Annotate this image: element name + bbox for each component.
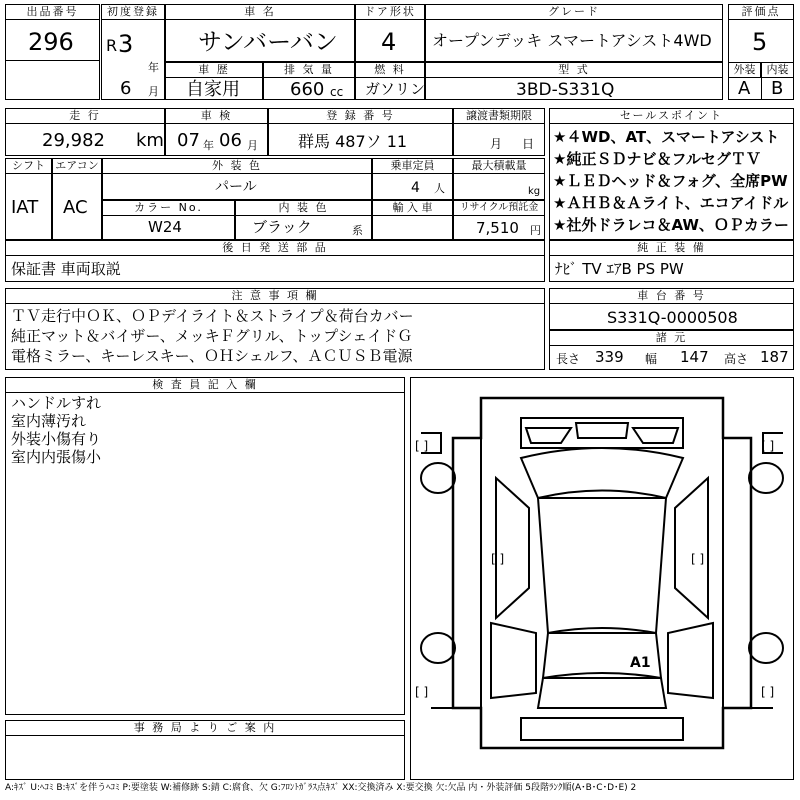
car-name: サンバーバン	[198, 28, 338, 56]
height-label: 高さ	[724, 352, 749, 366]
inspector-note-2: 室内薄汚れ	[11, 412, 87, 430]
history-label: 車 歴	[165, 62, 263, 78]
mileage-label: 走 行	[5, 108, 165, 124]
vehicle-diagram	[411, 378, 793, 779]
divider	[761, 78, 762, 100]
insp-year: 07	[177, 130, 200, 151]
width: 147	[680, 348, 709, 366]
sales-points-label: セールスポイント	[549, 108, 794, 124]
recycle-fee: 7,510	[476, 219, 519, 237]
deadline-month-unit: 月	[490, 137, 503, 151]
note-line-1: ＴＶ走行中ＯＫ、ＯＰデイライト＆ストライプ＆荷台カバー	[11, 307, 414, 325]
score-label: 評価点	[728, 4, 794, 20]
first-reg-label: 初度登録	[101, 4, 165, 20]
length: 339	[595, 348, 624, 366]
color-no-label: カラー No.	[102, 200, 235, 216]
capacity: 4	[411, 180, 420, 196]
dimensions-label: 諸 元	[549, 330, 794, 346]
grade-label: グレード	[425, 4, 723, 20]
aircon-label: エアコン	[52, 158, 102, 174]
displacement: 660	[290, 79, 325, 100]
note-line-3: 電格ミラー、キーレスキー、ＯＨシェルフ、ＡＣＵＳＢ電源	[11, 347, 413, 365]
note-line-2: 純正マット＆バイザー、メッキＦグリル、トップシェイドＧ	[11, 327, 413, 345]
score-value: 5	[752, 28, 768, 56]
km-unit: km	[136, 130, 164, 151]
later-docs: 保証書 車両取説	[11, 260, 121, 278]
svg-text:[ ]: [ ]	[761, 439, 775, 453]
office-notice-label: 事 務 局 よ り ご 案 内	[5, 720, 405, 736]
damage-legend: A:ｷｽﾞ U:ﾍｺﾐ B:ｷｽﾞを伴うﾍｺﾐ P:要塗装 W:補修跡 S:錆 C:腐食、欠 G:ﾌﾛﾝﾄｶﾞﾗｽ点ｷｽﾞ XX:交換済み X:要交換 欠:欠品 内・外装評価 5段階ﾗﾝｸ順(A･B･C･D･E) 2	[5, 783, 637, 793]
svg-text:[ ]: [ ]	[761, 685, 775, 699]
shift-label: シフト	[5, 158, 52, 174]
standard-equip: ﾅﾋﾞ TV ｴｱB PS PW	[555, 260, 684, 278]
mileage: 29,982	[42, 130, 105, 151]
history: 自家用	[186, 79, 240, 100]
yen-unit: 円	[530, 224, 541, 237]
deadline-day-unit: 日	[522, 137, 535, 151]
model: 3BD-S331Q	[516, 80, 615, 100]
int-color-label: 内 装 色	[235, 200, 372, 216]
fuel: ガソリン	[365, 80, 426, 98]
max-load-label: 最大積載量	[453, 158, 545, 174]
sales-point-4: ★ＡＨＢ＆Ａライト、エコアイドル	[553, 194, 789, 212]
sales-point-1: ★４WD、AT、スマートアシスト	[553, 128, 780, 146]
inspector-label: 検 査 員 記 入 欄	[5, 377, 405, 393]
inspector-note-1: ハンドルすれ	[11, 394, 102, 412]
insp-year-unit: 年	[203, 139, 214, 152]
kg-unit: kg	[528, 186, 541, 197]
insp-month: 06	[219, 130, 242, 151]
displacement-label: 排 気 量	[263, 62, 355, 78]
transfer-deadline-label: 譲渡書類期限	[453, 108, 545, 124]
inspection-label: 車 検	[165, 108, 268, 124]
grade: オープンデッキ スマートアシスト4WD	[432, 31, 712, 50]
lot-label: 出品番号	[5, 4, 100, 20]
registration-label: 登 録 番 号	[268, 108, 453, 124]
shift: IAT	[11, 197, 39, 218]
sales-point-3: ★ＬＥＤヘッド＆フォグ、全席PW	[553, 172, 788, 190]
standard-equip-label: 純 正 装 備	[549, 240, 794, 256]
reg-year: 3	[118, 30, 134, 58]
svg-text:[ ]: [ ]	[691, 552, 705, 566]
later-docs-label: 後 日 発 送 部 品	[5, 240, 545, 256]
length-label: 長さ	[556, 352, 581, 366]
month-unit: 月	[148, 85, 159, 98]
fuel-label: 燃 料	[355, 62, 425, 78]
cc-unit: cc	[330, 85, 344, 99]
model-label: 型 式	[425, 62, 723, 78]
notes-label: 注 意 事 項 欄	[5, 288, 545, 304]
sales-point-2: ★純正ＳＤナビ＆フルセグＴＶ	[553, 150, 761, 168]
inspector-note-4: 室内内張傷小	[11, 448, 102, 466]
interior-grade: B	[771, 78, 784, 99]
exterior-grade: A	[738, 78, 751, 99]
plate: 群馬 487ソ 11	[298, 132, 408, 151]
door-label: ドア形状	[355, 4, 425, 20]
int-color-suffix: 系	[352, 224, 363, 237]
lot-number: 296	[28, 28, 74, 56]
capacity-label: 乗車定員	[372, 158, 453, 174]
chassis-label: 車 台 番 号	[549, 288, 794, 304]
svg-text:[ ]: [ ]	[415, 685, 429, 699]
damage-mark-a1: A1	[630, 655, 651, 671]
ext-color-label: 外 装 色	[102, 158, 372, 174]
recycle-label: リサイクル預託金	[453, 200, 545, 216]
insp-month-unit: 月	[247, 139, 258, 152]
interior-label: 内装	[761, 62, 794, 78]
car-name-label: 車 名	[165, 4, 355, 20]
ext-color: パール	[215, 179, 257, 195]
persons-unit: 人	[434, 182, 445, 195]
inspector-note-3: 外装小傷有り	[11, 430, 102, 448]
chassis-number: S331Q-0000508	[607, 308, 738, 327]
divider	[5, 60, 100, 61]
height: 187	[760, 348, 789, 366]
vehicle-diagram-box	[410, 377, 794, 780]
era: R	[106, 36, 118, 55]
sales-point-5: ★社外ドラレコ＆AW、ＯＰカラー	[553, 216, 789, 234]
aircon: AC	[63, 197, 88, 218]
door-count: 4	[381, 28, 397, 56]
int-color: ブラック	[252, 218, 312, 236]
reg-month: 6	[120, 78, 132, 99]
width-label: 幅	[645, 352, 658, 366]
import-label: 輸 入 車	[372, 200, 453, 216]
color-no: W24	[148, 218, 182, 236]
svg-text:[ ]: [ ]	[491, 552, 505, 566]
year-unit: 年	[148, 61, 159, 74]
svg-text:[ ]: [ ]	[415, 439, 429, 453]
exterior-label: 外装	[728, 62, 761, 78]
